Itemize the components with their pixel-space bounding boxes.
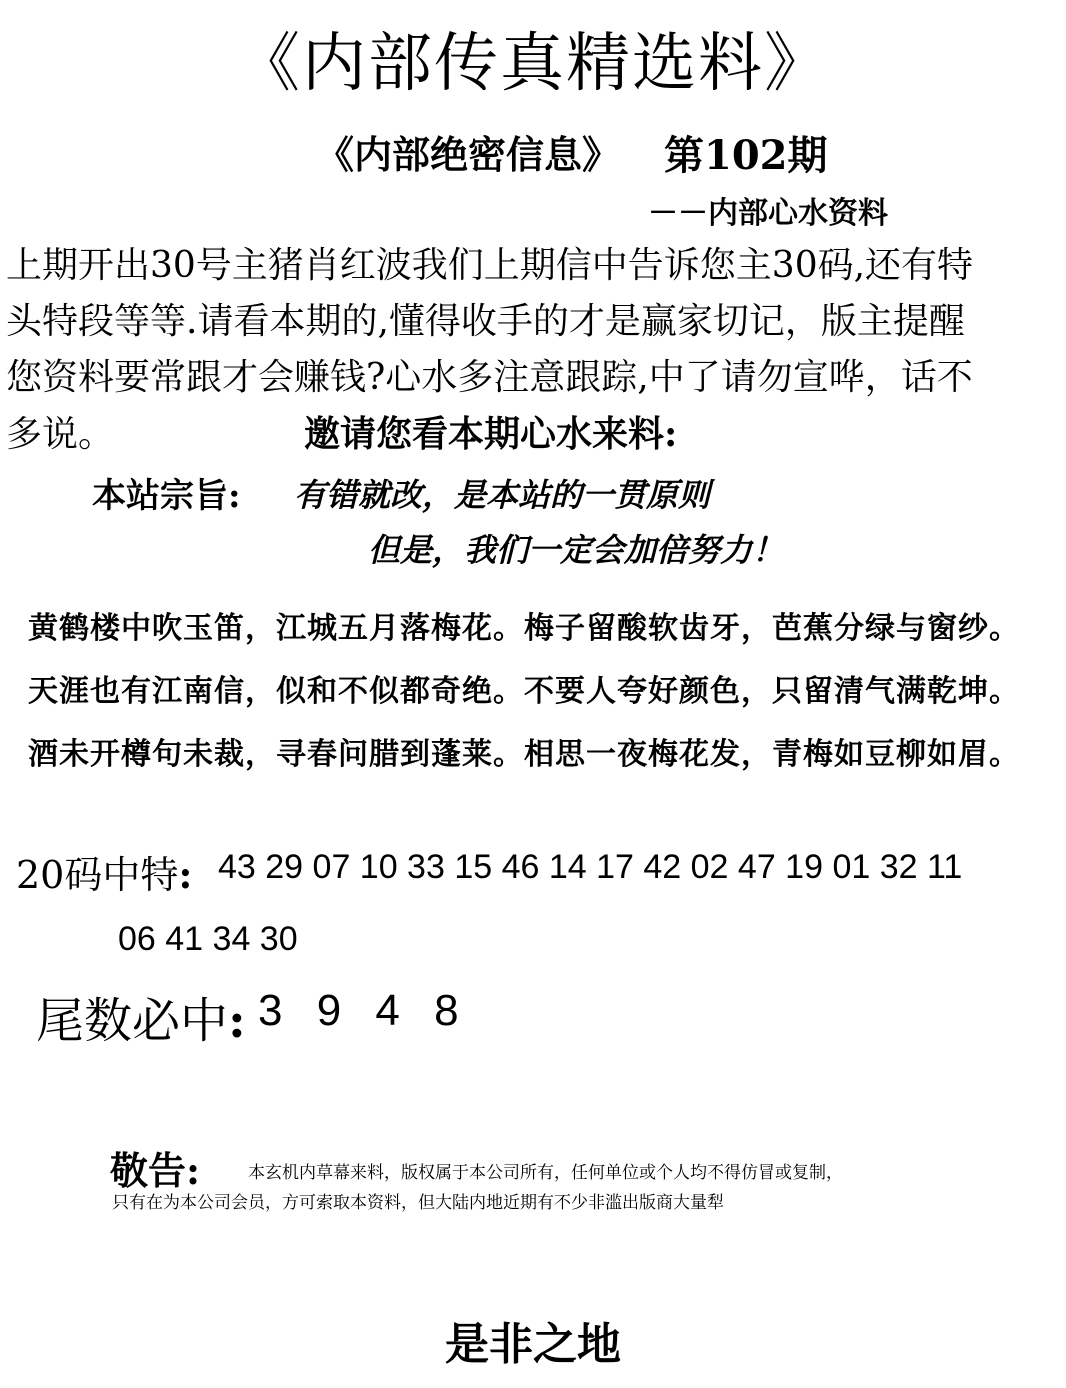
poem-line-3: 酒未开樽句未裁，寻春问腊到蓬莱。相思一夜梅花发，青梅如豆柳如眉。: [28, 737, 1020, 772]
page-title: 《内部传真精选料》: [236, 27, 830, 101]
intro-line-2: 头特段等等.请看本期的,懂得收手的才是赢家切记，版主提醒: [6, 301, 965, 342]
notice-line-2: 只有在为本公司会员，方可索取本资料，但大陆内地近期有不少非滥出版商大量犁: [112, 1193, 724, 1213]
invite-text: 邀请您看本期心水来料:: [304, 413, 678, 455]
intro-line-3: 您资料要常跟才会赚钱?心水多注意跟踪,中了请勿宣哗，话不: [6, 357, 973, 398]
tail-label-text: 尾数必中: [36, 993, 229, 1049]
code-label-text: 20码中特: [16, 853, 179, 897]
notice-line-1: 本玄机内草幕来料，版权属于本公司所有，任何单位或个人均不得仿冒或复制，: [248, 1163, 843, 1183]
intro-paragraph: [6, 238, 1062, 463]
code-numbers-line-1: 43 29 07 10 33 15 46 14 17 42 02 47 19 01 32 11: [218, 848, 963, 886]
subtitle: 《内部绝密信息》: [316, 132, 621, 177]
intro-line-4: [6, 406, 1062, 463]
tail-label: [36, 982, 246, 1051]
motto-line-2: 但是，我们一定会加倍努力！: [368, 531, 785, 569]
tail-label-colon: :: [228, 993, 246, 1049]
issue-number: 第102期: [664, 132, 828, 179]
source-line: －－内部心水资料: [648, 196, 888, 231]
motto-line-1: 有错就改，是本站的一贯原则: [294, 476, 711, 514]
code-label-colon: :: [178, 852, 193, 897]
code-numbers-line-2: 06 41 34 30: [118, 920, 298, 958]
poem-line-1: 黄鹤楼中吹玉笛，江城五月落梅花。梅子留酸软齿牙，芭蕉分绿与窗纱。: [28, 611, 1020, 646]
motto-label: 本站宗旨:: [92, 476, 241, 516]
intro-line-4-text: 多说。: [6, 414, 115, 455]
intro-line-1: 上期开出30号主猪肖红波我们上期信中告诉您主30码,还有特: [6, 245, 974, 286]
notice-label: 敬告:: [110, 1148, 201, 1193]
tail-numbers: 3 9 4 8: [258, 986, 459, 1035]
poem-line-2: 天涯也有江南信，似和不似都奇绝。不要人夸好颜色，只留清气满乾坤。: [28, 674, 1020, 709]
code-label: [16, 844, 192, 899]
footer-text: 是非之地: [445, 1319, 621, 1370]
